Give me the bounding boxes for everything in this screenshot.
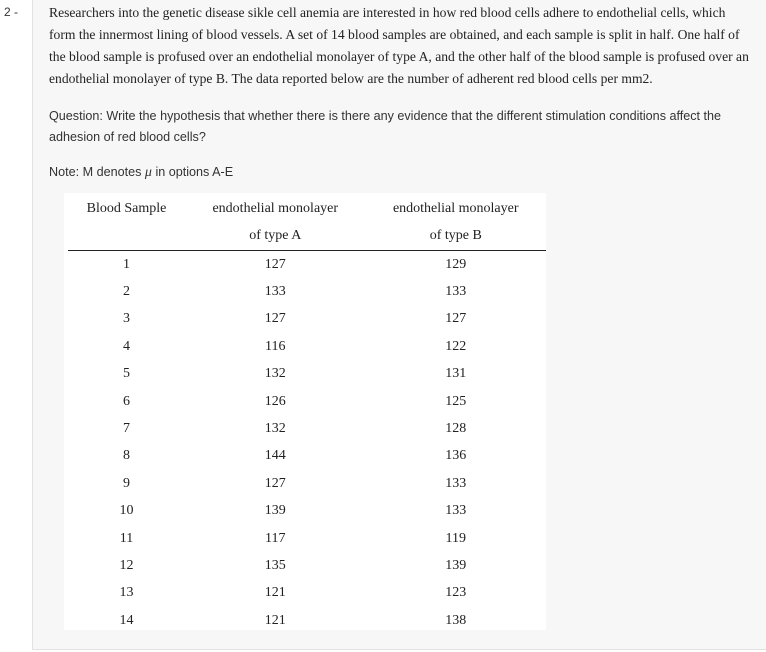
cell-type-b: 139 xyxy=(445,557,467,573)
question-stem: Researchers into the genetic disease sikle cell anemia are interested in how red blood cells adhere to endothelial cells, which form the innermost lining of blood vessels. A set of 14 blood samples are obtained, and each sample is split in half. One half of the blood sample is profused over an endothelial monolayer of type A, and the other half of the blood sample is profused over an endothelial monolayer of type B. The data reported below are the number of adherent red blood cells per mm2. xyxy=(49,5,749,86)
cell-sample: 1 xyxy=(123,256,131,272)
table-header-row xyxy=(68,195,546,222)
cell-type-b: 133 xyxy=(445,475,467,491)
cell-type-b: 122 xyxy=(445,338,467,354)
table-row xyxy=(68,552,546,579)
header-type-b-line2: of type B xyxy=(366,222,547,251)
cell-sample: 12 xyxy=(119,557,134,573)
cell-type-a: 121 xyxy=(264,585,286,601)
table-row xyxy=(68,251,546,279)
cell-type-a: 135 xyxy=(264,557,286,573)
note xyxy=(49,165,233,181)
cell-type-a: 144 xyxy=(264,448,286,464)
cell-type-a: 132 xyxy=(264,366,286,382)
table-header-row-2 xyxy=(68,222,546,251)
note-suffix: in options A-E xyxy=(155,165,234,179)
cell-type-b: 129 xyxy=(445,256,467,272)
question-prompt xyxy=(49,106,739,148)
cell-sample: 9 xyxy=(123,475,131,491)
note-prefix: Note: M denotes xyxy=(49,165,142,179)
cell-type-a: 139 xyxy=(264,503,286,519)
cell-type-a: 132 xyxy=(264,421,286,437)
cell-type-b: 128 xyxy=(445,421,467,437)
header-type-b-line1: endothelial monolayer xyxy=(392,200,519,216)
table-row xyxy=(68,607,546,634)
cell-sample: 4 xyxy=(123,338,131,354)
table-row xyxy=(68,498,546,525)
cell-type-b: 133 xyxy=(445,503,467,519)
mu-symbol: μ xyxy=(144,165,152,180)
cell-sample: 3 xyxy=(123,311,131,327)
cell-type-a: 127 xyxy=(264,475,286,491)
cell-type-b: 125 xyxy=(445,393,467,409)
table-row xyxy=(68,470,546,497)
cell-sample: 8 xyxy=(123,448,131,464)
table-row xyxy=(68,361,546,388)
cell-type-a: 133 xyxy=(264,284,286,300)
cell-sample: 10 xyxy=(119,503,134,519)
table-row xyxy=(68,580,546,607)
question-text: Write the hypothesis that whether there is there any evidence that the different stimulation conditions affect the adhesion of red blood cells? xyxy=(49,109,722,144)
cell-sample: 6 xyxy=(123,393,131,409)
table-row xyxy=(68,333,546,360)
question-panel xyxy=(32,0,766,650)
header-type-a-line1: endothelial monolayer xyxy=(212,200,339,216)
cell-sample: 13 xyxy=(119,585,134,601)
cell-type-b: 136 xyxy=(445,448,467,464)
cell-type-a: 127 xyxy=(264,311,286,327)
cell-type-a: 126 xyxy=(264,393,286,409)
table-row xyxy=(68,415,546,442)
cell-type-b: 131 xyxy=(445,366,467,382)
cell-type-b: 119 xyxy=(445,530,466,546)
cell-sample: 7 xyxy=(123,421,131,437)
cell-sample: 14 xyxy=(119,612,134,628)
header-blood-sample: Blood Sample xyxy=(86,200,167,216)
cell-type-b: 123 xyxy=(445,585,467,601)
cell-type-a: 116 xyxy=(265,338,286,354)
cell-sample: 2 xyxy=(123,284,131,300)
cell-type-b: 127 xyxy=(445,311,467,327)
question-label: Question: xyxy=(49,109,103,123)
cell-type-a: 117 xyxy=(265,530,286,546)
data-table xyxy=(68,195,546,634)
data-table-container xyxy=(64,193,546,630)
header-type-a-line2: of type A xyxy=(185,222,365,251)
cell-sample: 11 xyxy=(119,530,134,546)
table-row xyxy=(68,278,546,305)
question-number: 2 - xyxy=(4,5,19,19)
table-row xyxy=(68,525,546,552)
table-row xyxy=(68,306,546,333)
table-row xyxy=(68,388,546,415)
cell-type-a: 127 xyxy=(264,256,286,272)
cell-type-b: 133 xyxy=(445,284,467,300)
cell-sample: 5 xyxy=(123,366,131,382)
table-row xyxy=(68,443,546,470)
cell-type-b: 138 xyxy=(445,612,467,628)
cell-type-a: 121 xyxy=(264,612,286,628)
header-blank xyxy=(68,222,185,251)
